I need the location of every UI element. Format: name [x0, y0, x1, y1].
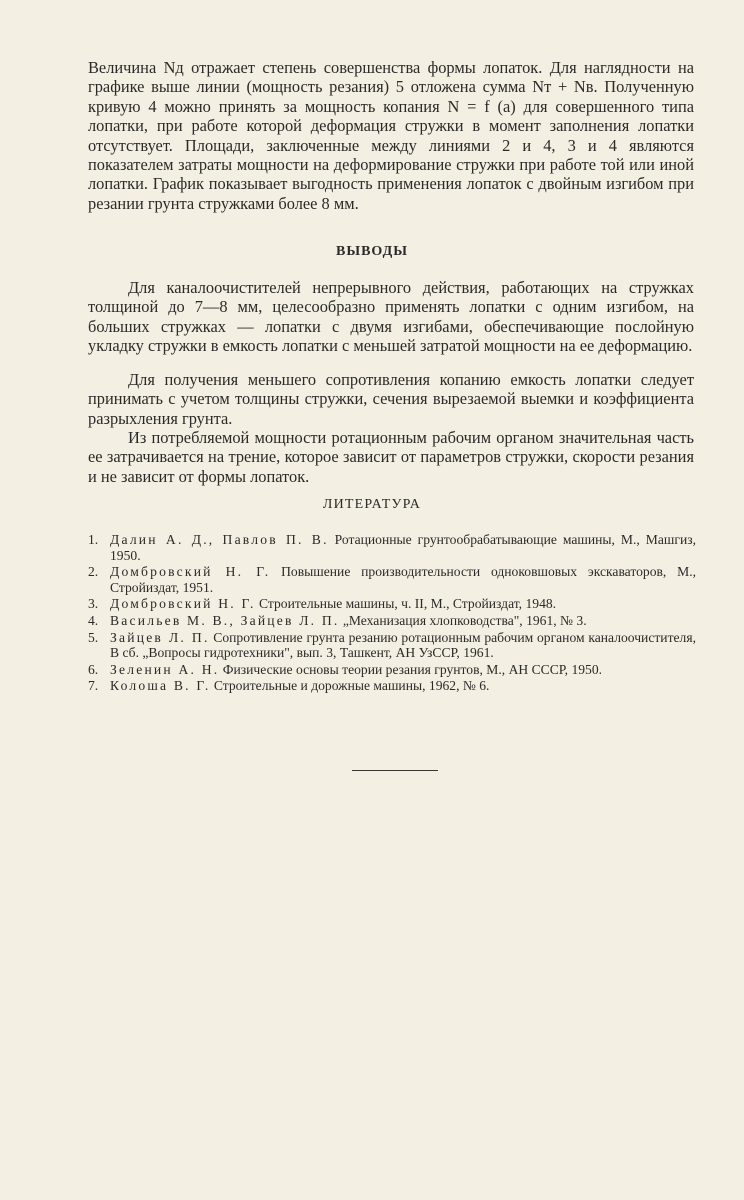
reference-authors: Колоша В. Г. — [110, 678, 211, 694]
conclusion-paragraph-1: Для каналоочистителей непрерывного действия, работающих на стружках толщиной до 7—8 мм, целесообразно применять лопатки с одним изгибом, на больших стружках — лопатки с двумя изгибами, обеспечивающие послойную укладку стружки в емкость лопатки с меньшей затратой мощности на ее деформацию. — [88, 278, 694, 356]
reference-number: 6. — [88, 661, 99, 677]
reference-authors: Домбровский Н. Г. — [110, 564, 271, 580]
reference-item — [88, 662, 696, 678]
reference-number: 4. — [88, 612, 99, 628]
reference-number: 5. — [88, 629, 99, 645]
reference-text: Строительные машины, ч. II, М., Стройиздат, 1948. — [255, 596, 557, 612]
reference-text: Сопротивление грунта резанию ротационным рабочим органом каналоочистителя, В сб. „Вопросы гидротехники", вып. 3, Ташкент, АН УзССР, 1961. — [110, 629, 696, 661]
reference-authors: Далин А. Д., Павлов П. В. — [110, 532, 329, 547]
reference-item — [88, 613, 696, 629]
end-divider-line — [352, 770, 438, 771]
reference-text: Физические основы теории резания грунтов, М., АН СССР, 1950. — [219, 661, 603, 677]
reference-text: Строительные и дорожные машины, 1962, № 6. — [210, 678, 490, 694]
reference-item — [88, 532, 696, 563]
reference-text: Повышение производительности одноковшовых экскаваторов, М., Стройиздат, 1951. — [110, 564, 696, 595]
literature-heading: ЛИТЕРАТУРА — [322, 497, 422, 512]
reference-text: Ротационные грунтообрабатывающие машины, М., Машгиз, 1950. — [110, 532, 696, 563]
reference-list — [88, 532, 696, 695]
conclusion-paragraph-2: Для получения меньшего сопротивления копанию емкость лопатки следует принимать с учетом толщины стружки, сечения вырезаемой выемки и коэффициента разрыхления грунта. — [88, 370, 694, 428]
conclusion-paragraph-3: Из потребляемой мощности ротационным рабочим органом значительная часть ее затрачивается на трение, которое зависит от параметров стружки, скорости резания и не зависит от формы лопаток. — [88, 428, 694, 486]
reference-authors: Домбровский Н. Г. — [110, 596, 256, 612]
reference-authors: Васильев М. В., Зайцев Л. П. — [110, 612, 340, 628]
reference-item — [88, 630, 696, 661]
reference-number: 3. — [88, 596, 99, 612]
conclusions-heading: ВЫВОДЫ — [336, 244, 408, 259]
reference-authors: Зайцев Л. П. — [110, 629, 210, 645]
reference-number: 7. — [88, 678, 99, 694]
reference-item — [88, 678, 696, 694]
reference-authors: Зеленин А. Н. — [110, 661, 220, 677]
reference-text: „Механизация хлопководства", 1961, № 3. — [339, 612, 587, 628]
reference-number: 1. — [88, 532, 99, 547]
reference-item — [88, 596, 696, 612]
reference-number: 2. — [88, 564, 99, 580]
reference-item — [88, 564, 696, 595]
intro-paragraph: Величина Nд отражает степень совершенства формы лопаток. Для наглядности на графике выше линии (мощность резания) 5 отложена сумма Nт + Nв. Полученную кривую 4 можно принять за мощность копания N = f (a) для совершенного типа лопатки, при работе которой деформация стружки в момент заполнения лопатки отсутствует. Площади, заключенные между линиями 2 и 4, 3 и 4 являются показателем затраты мощности на деформирование стружки при работе той или иной лопатки. График показывает выгодность применения лопаток с двойным изгибом при резании грунта стружками более 8 мм. — [88, 58, 694, 213]
